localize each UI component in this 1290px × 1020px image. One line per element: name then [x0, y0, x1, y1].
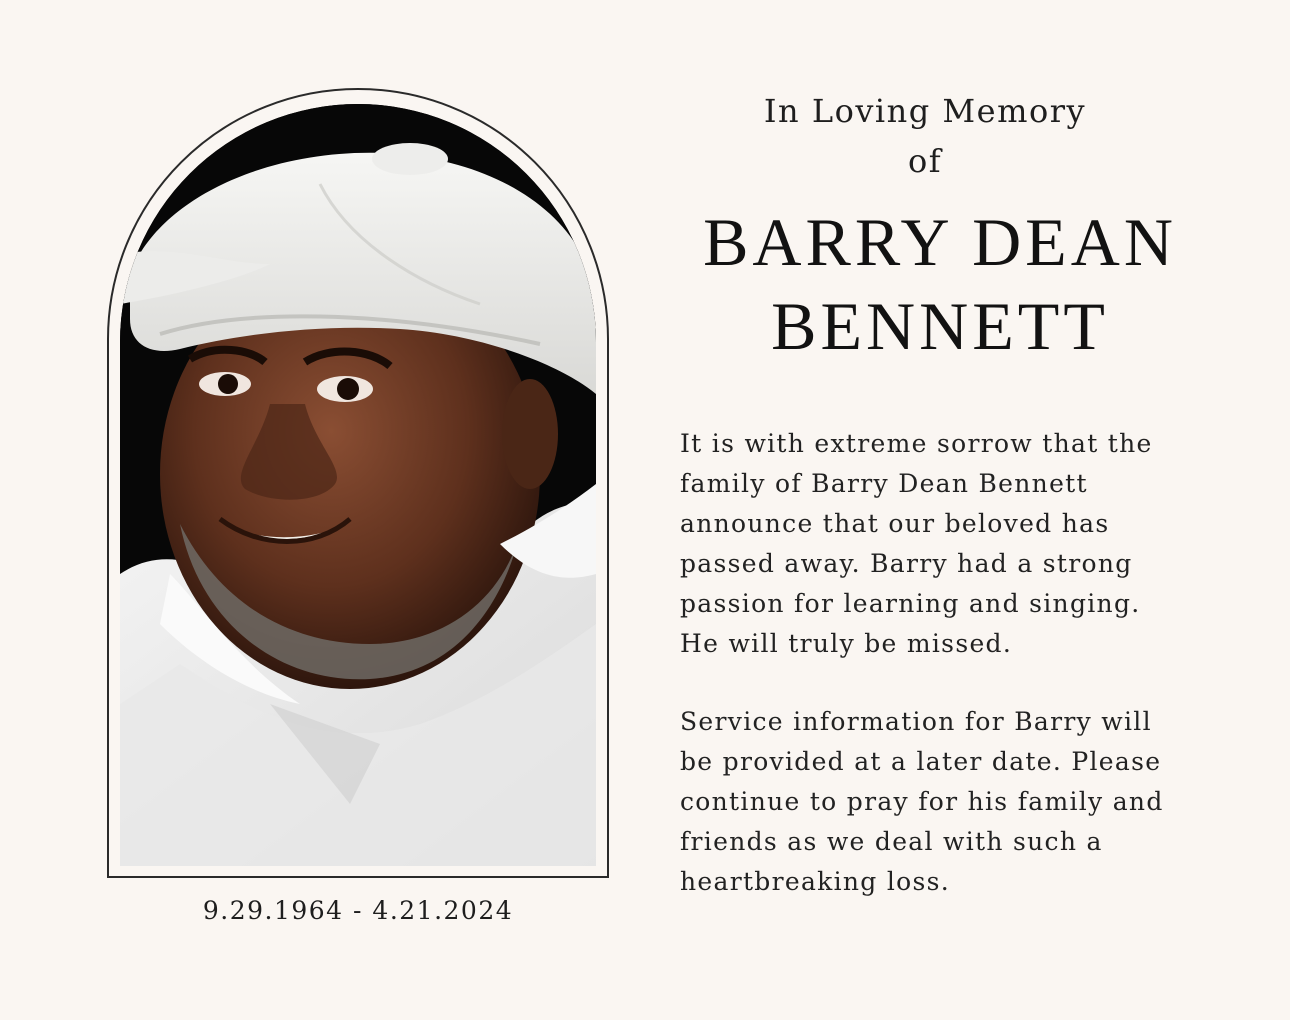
paragraph-line: Service information for Barry will — [680, 707, 1152, 736]
deceased-name — [660, 200, 1220, 368]
paragraph-line: heartbreaking loss. — [680, 867, 951, 896]
paragraph-line: be provided at a later date. Please — [680, 747, 1162, 776]
paragraph-line: friends as we deal with such a — [680, 827, 1103, 856]
in-loving-memory-heading — [660, 86, 1190, 186]
memory-line-2: of — [907, 142, 943, 180]
name-line-2: BENNETT — [771, 288, 1109, 364]
paragraph-line: continue to pray for his family and — [680, 787, 1164, 816]
name-line-1: BARRY DEAN — [703, 204, 1177, 280]
service-info-paragraph — [680, 702, 1220, 902]
paragraph-line: It is with extreme sorrow that the — [680, 429, 1153, 458]
paragraph-line: passion for learning and singing. — [680, 589, 1141, 618]
portrait-photo — [120, 104, 596, 866]
memory-line-1: In Loving Memory — [763, 92, 1087, 130]
paragraph-line: passed away. Barry had a strong — [680, 549, 1133, 578]
paragraph-line: He will truly be missed. — [680, 629, 1013, 658]
paragraph-line: announce that our beloved has — [680, 509, 1110, 538]
life-dates: 9.29.1964 - 4.21.2024 — [202, 896, 514, 925]
paragraph-line: family of Barry Dean Bennett — [680, 469, 1088, 498]
announcement-paragraph — [680, 424, 1220, 664]
portrait-illustration — [120, 104, 596, 866]
